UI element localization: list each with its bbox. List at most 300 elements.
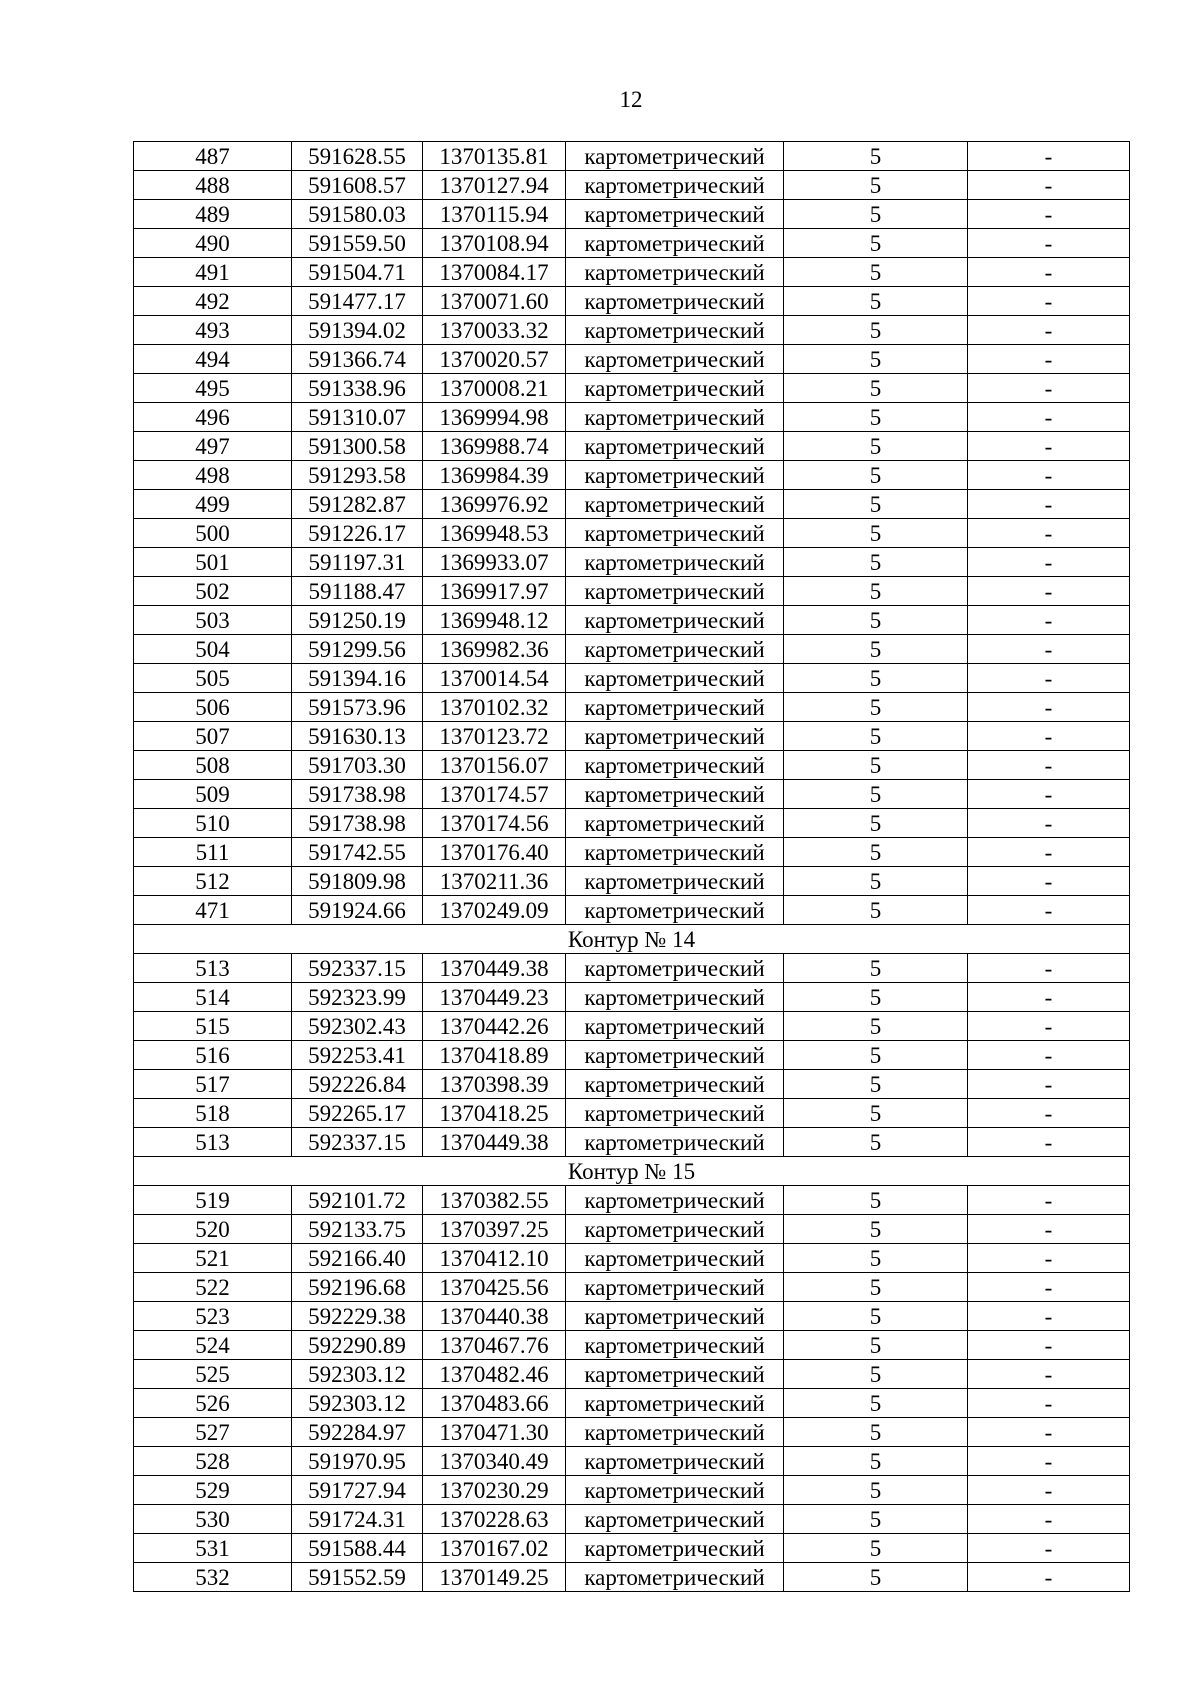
accuracy-cell: 5 [784, 1389, 968, 1418]
point-number-cell: 525 [134, 1360, 292, 1389]
note-cell: - [968, 461, 1130, 490]
note-cell: - [968, 896, 1130, 925]
point-number-cell: 520 [134, 1215, 292, 1244]
table-row [134, 461, 1130, 490]
x-coordinate-cell: 591477.17 [292, 287, 423, 316]
accuracy-cell: 5 [784, 1360, 968, 1389]
point-number-cell: 508 [134, 751, 292, 780]
x-coordinate-cell: 592290.89 [292, 1331, 423, 1360]
point-number-cell: 496 [134, 403, 292, 432]
point-number-cell: 509 [134, 780, 292, 809]
table-row [134, 722, 1130, 751]
method-cell: картометрический [566, 1099, 784, 1128]
accuracy-cell: 5 [784, 1244, 968, 1273]
x-coordinate-cell: 591366.74 [292, 345, 423, 374]
page-number: 12 [619, 87, 643, 112]
accuracy-cell: 5 [784, 316, 968, 345]
accuracy-cell: 5 [784, 1186, 968, 1215]
note-cell: - [968, 722, 1130, 751]
table-row [134, 432, 1130, 461]
accuracy-cell: 5 [784, 403, 968, 432]
accuracy-cell: 5 [784, 1505, 968, 1534]
note-cell: - [968, 1273, 1130, 1302]
y-coordinate-cell: 1370340.49 [423, 1447, 566, 1476]
note-cell: - [968, 1389, 1130, 1418]
accuracy-cell: 5 [784, 345, 968, 374]
x-coordinate-cell: 591300.58 [292, 432, 423, 461]
note-cell: - [968, 1476, 1130, 1505]
point-number-cell: 500 [134, 519, 292, 548]
note-cell: - [968, 171, 1130, 200]
y-coordinate-cell: 1370071.60 [423, 287, 566, 316]
method-cell: картометрический [566, 1505, 784, 1534]
table-row [134, 490, 1130, 519]
accuracy-cell: 5 [784, 693, 968, 722]
table-row [134, 1070, 1130, 1099]
point-number-cell: 516 [134, 1041, 292, 1070]
method-cell: картометрический [566, 1418, 784, 1447]
y-coordinate-cell: 1370382.55 [423, 1186, 566, 1215]
table-row [134, 751, 1130, 780]
table-row [134, 229, 1130, 258]
point-number-cell: 492 [134, 287, 292, 316]
x-coordinate-cell: 591250.19 [292, 606, 423, 635]
note-cell: - [968, 809, 1130, 838]
note-cell: - [968, 490, 1130, 519]
y-coordinate-cell: 1370135.81 [423, 142, 566, 171]
note-cell: - [968, 751, 1130, 780]
y-coordinate-cell: 1370167.02 [423, 1534, 566, 1563]
coordinates-table-body [134, 142, 1130, 1592]
point-number-cell: 507 [134, 722, 292, 751]
note-cell: - [968, 1418, 1130, 1447]
y-coordinate-cell: 1370471.30 [423, 1418, 566, 1447]
x-coordinate-cell: 591293.58 [292, 461, 423, 490]
table-row [134, 954, 1130, 983]
note-cell: - [968, 345, 1130, 374]
point-number-cell: 528 [134, 1447, 292, 1476]
method-cell: картометрический [566, 1244, 784, 1273]
y-coordinate-cell: 1370449.38 [423, 1128, 566, 1157]
method-cell: картометрический [566, 432, 784, 461]
accuracy-cell: 5 [784, 1447, 968, 1476]
note-cell: - [968, 1215, 1130, 1244]
table-row [134, 1331, 1130, 1360]
accuracy-cell: 5 [784, 548, 968, 577]
x-coordinate-cell: 591970.95 [292, 1447, 423, 1476]
point-number-cell: 498 [134, 461, 292, 490]
point-number-cell: 487 [134, 142, 292, 171]
accuracy-cell: 5 [784, 171, 968, 200]
accuracy-cell: 5 [784, 606, 968, 635]
method-cell: картометрический [566, 287, 784, 316]
table-row [134, 635, 1130, 664]
accuracy-cell: 5 [784, 1012, 968, 1041]
table-row [134, 1099, 1130, 1128]
y-coordinate-cell: 1370149.25 [423, 1563, 566, 1592]
x-coordinate-cell: 591394.02 [292, 316, 423, 345]
x-coordinate-cell: 592303.12 [292, 1389, 423, 1418]
point-number-cell: 526 [134, 1389, 292, 1418]
method-cell: картометрический [566, 1302, 784, 1331]
note-cell: - [968, 780, 1130, 809]
point-number-cell: 502 [134, 577, 292, 606]
point-number-cell: 510 [134, 809, 292, 838]
y-coordinate-cell: 1370482.46 [423, 1360, 566, 1389]
y-coordinate-cell: 1369948.12 [423, 606, 566, 635]
point-number-cell: 504 [134, 635, 292, 664]
method-cell: картометрический [566, 1041, 784, 1070]
y-coordinate-cell: 1370123.72 [423, 722, 566, 751]
x-coordinate-cell: 592284.97 [292, 1418, 423, 1447]
method-cell: картометрический [566, 1186, 784, 1215]
point-number-cell: 488 [134, 171, 292, 200]
table-row [134, 1215, 1130, 1244]
point-number-cell: 529 [134, 1476, 292, 1505]
y-coordinate-cell: 1370449.23 [423, 983, 566, 1012]
x-coordinate-cell: 591703.30 [292, 751, 423, 780]
method-cell: картометрический [566, 664, 784, 693]
accuracy-cell: 5 [784, 1273, 968, 1302]
x-coordinate-cell: 592265.17 [292, 1099, 423, 1128]
y-coordinate-cell: 1370127.94 [423, 171, 566, 200]
table-row [134, 1563, 1130, 1592]
y-coordinate-cell: 1369994.98 [423, 403, 566, 432]
method-cell: картометрический [566, 519, 784, 548]
method-cell: картометрический [566, 1128, 784, 1157]
accuracy-cell: 5 [784, 519, 968, 548]
x-coordinate-cell: 592337.15 [292, 1128, 423, 1157]
note-cell: - [968, 374, 1130, 403]
method-cell: картометрический [566, 1012, 784, 1041]
method-cell: картометрический [566, 1476, 784, 1505]
note-cell: - [968, 316, 1130, 345]
method-cell: картометрический [566, 1563, 784, 1592]
table-row [134, 1128, 1130, 1157]
method-cell: картометрический [566, 606, 784, 635]
y-coordinate-cell: 1370442.26 [423, 1012, 566, 1041]
accuracy-cell: 5 [784, 635, 968, 664]
method-cell: картометрический [566, 316, 784, 345]
x-coordinate-cell: 591299.56 [292, 635, 423, 664]
x-coordinate-cell: 591608.57 [292, 171, 423, 200]
point-number-cell: 511 [134, 838, 292, 867]
table-row [134, 142, 1130, 171]
table-row [134, 1041, 1130, 1070]
table-row [134, 838, 1130, 867]
point-number-cell: 513 [134, 1128, 292, 1157]
method-cell: картометрический [566, 867, 784, 896]
x-coordinate-cell: 592133.75 [292, 1215, 423, 1244]
method-cell: картометрический [566, 171, 784, 200]
x-coordinate-cell: 592166.40 [292, 1244, 423, 1273]
note-cell: - [968, 1563, 1130, 1592]
point-number-cell: 497 [134, 432, 292, 461]
y-coordinate-cell: 1370084.17 [423, 258, 566, 287]
table-row [134, 577, 1130, 606]
accuracy-cell: 5 [784, 954, 968, 983]
table-row [134, 316, 1130, 345]
point-number-cell: 515 [134, 1012, 292, 1041]
method-cell: картометрический [566, 1215, 784, 1244]
note-cell: - [968, 1128, 1130, 1157]
note-cell: - [968, 1534, 1130, 1563]
accuracy-cell: 5 [784, 1563, 968, 1592]
table-row [134, 1476, 1130, 1505]
method-cell: картометрический [566, 1447, 784, 1476]
method-cell: картометрический [566, 374, 784, 403]
method-cell: картометрический [566, 142, 784, 171]
coordinates-table [133, 141, 1130, 1592]
x-coordinate-cell: 591188.47 [292, 577, 423, 606]
note-cell: - [968, 403, 1130, 432]
y-coordinate-cell: 1370425.56 [423, 1273, 566, 1302]
accuracy-cell: 5 [784, 142, 968, 171]
note-cell: - [968, 258, 1130, 287]
method-cell: картометрический [566, 258, 784, 287]
point-number-cell: 523 [134, 1302, 292, 1331]
method-cell: картометрический [566, 577, 784, 606]
accuracy-cell: 5 [784, 1128, 968, 1157]
note-cell: - [968, 1099, 1130, 1128]
point-number-cell: 522 [134, 1273, 292, 1302]
y-coordinate-cell: 1370008.21 [423, 374, 566, 403]
point-number-cell: 527 [134, 1418, 292, 1447]
note-cell: - [968, 954, 1130, 983]
y-coordinate-cell: 1370102.32 [423, 693, 566, 722]
method-cell: картометрический [566, 838, 784, 867]
accuracy-cell: 5 [784, 1041, 968, 1070]
y-coordinate-cell: 1370020.57 [423, 345, 566, 374]
table-row [134, 258, 1130, 287]
y-coordinate-cell: 1370014.54 [423, 664, 566, 693]
method-cell: картометрический [566, 229, 784, 258]
note-cell: - [968, 867, 1130, 896]
y-coordinate-cell: 1370483.66 [423, 1389, 566, 1418]
x-coordinate-cell: 591809.98 [292, 867, 423, 896]
point-number-cell: 514 [134, 983, 292, 1012]
table-row [134, 896, 1130, 925]
accuracy-cell: 5 [784, 1215, 968, 1244]
y-coordinate-cell: 1370449.38 [423, 954, 566, 983]
point-number-cell: 506 [134, 693, 292, 722]
accuracy-cell: 5 [784, 751, 968, 780]
table-row [134, 780, 1130, 809]
note-cell: - [968, 1505, 1130, 1534]
note-cell: - [968, 200, 1130, 229]
y-coordinate-cell: 1370412.10 [423, 1244, 566, 1273]
accuracy-cell: 5 [784, 1099, 968, 1128]
point-number-cell: 493 [134, 316, 292, 345]
point-number-cell: 517 [134, 1070, 292, 1099]
x-coordinate-cell: 591282.87 [292, 490, 423, 519]
note-cell: - [968, 1360, 1130, 1389]
x-coordinate-cell: 591724.31 [292, 1505, 423, 1534]
method-cell: картометрический [566, 461, 784, 490]
accuracy-cell: 5 [784, 1418, 968, 1447]
x-coordinate-cell: 591504.71 [292, 258, 423, 287]
accuracy-cell: 5 [784, 1331, 968, 1360]
table-row [134, 664, 1130, 693]
table-row [134, 1360, 1130, 1389]
table-row [134, 606, 1130, 635]
note-cell: - [968, 1186, 1130, 1215]
table-row [134, 1273, 1130, 1302]
note-cell: - [968, 1331, 1130, 1360]
table-row [134, 1186, 1130, 1215]
y-coordinate-cell: 1370398.39 [423, 1070, 566, 1099]
point-number-cell: 530 [134, 1505, 292, 1534]
table-row [134, 171, 1130, 200]
point-number-cell: 494 [134, 345, 292, 374]
table-row [134, 693, 1130, 722]
table-row [134, 345, 1130, 374]
note-cell: - [968, 1041, 1130, 1070]
table-row [134, 1534, 1130, 1563]
point-number-cell: 524 [134, 1331, 292, 1360]
x-coordinate-cell: 591924.66 [292, 896, 423, 925]
table-row [134, 1244, 1130, 1273]
point-number-cell: 501 [134, 548, 292, 577]
table-row [134, 1389, 1130, 1418]
method-cell: картометрический [566, 1273, 784, 1302]
point-number-cell: 521 [134, 1244, 292, 1273]
method-cell: картометрический [566, 693, 784, 722]
point-number-cell: 532 [134, 1563, 292, 1592]
method-cell: картометрический [566, 780, 784, 809]
note-cell: - [968, 287, 1130, 316]
y-coordinate-cell: 1370440.38 [423, 1302, 566, 1331]
method-cell: картометрический [566, 200, 784, 229]
accuracy-cell: 5 [784, 490, 968, 519]
y-coordinate-cell: 1370176.40 [423, 838, 566, 867]
point-number-cell: 499 [134, 490, 292, 519]
y-coordinate-cell: 1369976.92 [423, 490, 566, 519]
x-coordinate-cell: 591559.50 [292, 229, 423, 258]
y-coordinate-cell: 1370230.29 [423, 1476, 566, 1505]
x-coordinate-cell: 592226.84 [292, 1070, 423, 1099]
contour-label: Контур № 14 [134, 925, 1130, 954]
table-row [134, 1418, 1130, 1447]
method-cell: картометрический [566, 345, 784, 374]
x-coordinate-cell: 592253.41 [292, 1041, 423, 1070]
y-coordinate-cell: 1370174.56 [423, 809, 566, 838]
table-row [134, 287, 1130, 316]
contour-header-row [134, 925, 1130, 954]
table-row [134, 519, 1130, 548]
point-number-cell: 518 [134, 1099, 292, 1128]
x-coordinate-cell: 591394.16 [292, 664, 423, 693]
table-row [134, 403, 1130, 432]
point-number-cell: 490 [134, 229, 292, 258]
note-cell: - [968, 1447, 1130, 1476]
y-coordinate-cell: 1370156.07 [423, 751, 566, 780]
note-cell: - [968, 577, 1130, 606]
accuracy-cell: 5 [784, 577, 968, 606]
table-row [134, 867, 1130, 896]
accuracy-cell: 5 [784, 780, 968, 809]
x-coordinate-cell: 591580.03 [292, 200, 423, 229]
note-cell: - [968, 1244, 1130, 1273]
note-cell: - [968, 1070, 1130, 1099]
x-coordinate-cell: 592101.72 [292, 1186, 423, 1215]
accuracy-cell: 5 [784, 200, 968, 229]
method-cell: картометрический [566, 896, 784, 925]
contour-header-row [134, 1157, 1130, 1186]
x-coordinate-cell: 591338.96 [292, 374, 423, 403]
note-cell: - [968, 606, 1130, 635]
y-coordinate-cell: 1370397.25 [423, 1215, 566, 1244]
y-coordinate-cell: 1370211.36 [423, 867, 566, 896]
point-number-cell: 491 [134, 258, 292, 287]
table-row [134, 1505, 1130, 1534]
x-coordinate-cell: 591727.94 [292, 1476, 423, 1505]
accuracy-cell: 5 [784, 1534, 968, 1563]
y-coordinate-cell: 1370418.25 [423, 1099, 566, 1128]
x-coordinate-cell: 592337.15 [292, 954, 423, 983]
table-row [134, 200, 1130, 229]
method-cell: картометрический [566, 954, 784, 983]
point-number-cell: 495 [134, 374, 292, 403]
y-coordinate-cell: 1369982.36 [423, 635, 566, 664]
method-cell: картометрический [566, 751, 784, 780]
point-number-cell: 519 [134, 1186, 292, 1215]
accuracy-cell: 5 [784, 722, 968, 751]
note-cell: - [968, 838, 1130, 867]
accuracy-cell: 5 [784, 896, 968, 925]
method-cell: картометрический [566, 1534, 784, 1563]
table-row [134, 1447, 1130, 1476]
x-coordinate-cell: 591197.31 [292, 548, 423, 577]
x-coordinate-cell: 591630.13 [292, 722, 423, 751]
x-coordinate-cell: 592196.68 [292, 1273, 423, 1302]
accuracy-cell: 5 [784, 374, 968, 403]
note-cell: - [968, 635, 1130, 664]
x-coordinate-cell: 591226.17 [292, 519, 423, 548]
x-coordinate-cell: 591738.98 [292, 809, 423, 838]
accuracy-cell: 5 [784, 664, 968, 693]
note-cell: - [968, 548, 1130, 577]
x-coordinate-cell: 591628.55 [292, 142, 423, 171]
note-cell: - [968, 1012, 1130, 1041]
method-cell: картометрический [566, 403, 784, 432]
note-cell: - [968, 1302, 1130, 1331]
accuracy-cell: 5 [784, 258, 968, 287]
y-coordinate-cell: 1370418.89 [423, 1041, 566, 1070]
method-cell: картометрический [566, 1331, 784, 1360]
method-cell: картометрический [566, 635, 784, 664]
accuracy-cell: 5 [784, 809, 968, 838]
accuracy-cell: 5 [784, 838, 968, 867]
y-coordinate-cell: 1369917.97 [423, 577, 566, 606]
method-cell: картометрический [566, 983, 784, 1012]
x-coordinate-cell: 592303.12 [292, 1360, 423, 1389]
method-cell: картометрический [566, 490, 784, 519]
y-coordinate-cell: 1369933.07 [423, 548, 566, 577]
method-cell: картометрический [566, 809, 784, 838]
accuracy-cell: 5 [784, 432, 968, 461]
point-number-cell: 513 [134, 954, 292, 983]
method-cell: картометрический [566, 722, 784, 751]
x-coordinate-cell: 592323.99 [292, 983, 423, 1012]
table-row [134, 809, 1130, 838]
accuracy-cell: 5 [784, 461, 968, 490]
x-coordinate-cell: 591742.55 [292, 838, 423, 867]
point-number-cell: 471 [134, 896, 292, 925]
table-row [134, 983, 1130, 1012]
accuracy-cell: 5 [784, 1302, 968, 1331]
method-cell: картометрический [566, 1360, 784, 1389]
